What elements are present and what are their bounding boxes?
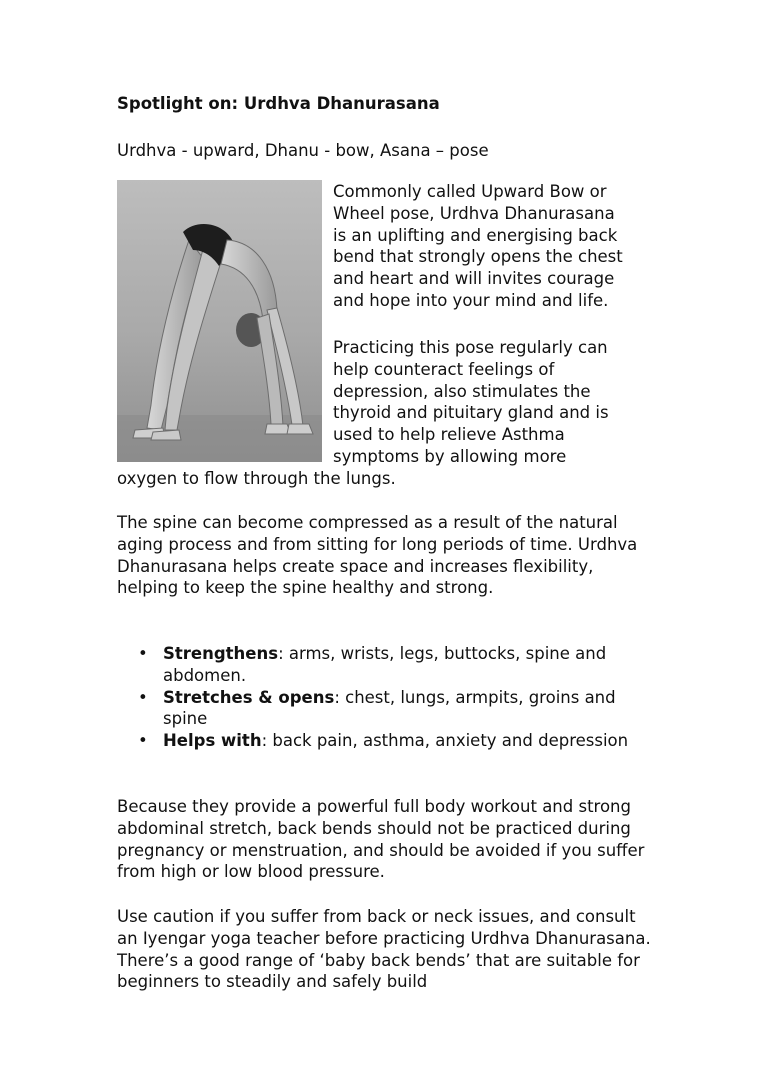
caution-paragraph: Because they provide a powerful full body workout and strong abdominal stretch, back bends should not be practiced during pregnancy or menstruation, and should be avoided if you suffer from high or low blood pressure. (117, 797, 645, 882)
text-line: and hope into your mind and life. (333, 290, 609, 310)
list-item (135, 643, 655, 687)
text-line: symptoms by allowing more (333, 446, 567, 466)
bullet-icon: • (138, 644, 148, 663)
urdhva-dhanurasana-photo (117, 180, 322, 462)
bullet-icon: • (138, 731, 148, 751)
list-item-label: Stretches & opens (163, 687, 335, 707)
list-item-text: : back pain, asthma, anxiety and depression (261, 731, 629, 751)
intro-paragraph (333, 181, 663, 312)
text-line: Practicing this pose regularly can (333, 338, 608, 357)
pose-etymology: Urdhva - upward, Dhanu - bow, Asana – pose (117, 141, 489, 160)
list-item-label: Helps with (163, 731, 262, 751)
list-item-text: : arms, wrists, legs, buttocks, spine and abdomen. (163, 644, 607, 685)
text-line: bend that strongly opens the chest (333, 247, 623, 267)
text-line: and heart and will invites courage (333, 269, 615, 289)
advice-paragraph: Use caution if you suffer from back or neck issues, and consult an Iyengar yoga teacher before practicing Urdhva Dhanurasana. There’s a good range of ‘baby back bends’ that are suitable for beginners to steadily and safely build (117, 907, 651, 992)
text-line: help counteract feelings of (333, 359, 555, 379)
text-line: Commonly called Upward Bow or (333, 182, 607, 201)
list-item-text: : chest, lungs, armpits, groins and spine (163, 687, 616, 729)
text-line: is an uplifting and energising back (333, 225, 618, 245)
list-item (135, 687, 655, 731)
benefits-paragraph (333, 337, 663, 468)
bullet-icon: • (138, 687, 148, 707)
benefits-list (135, 643, 655, 752)
list-item-label: Strengthens (163, 644, 279, 663)
text-line: Wheel pose, Urdhva Dhanurasana (333, 203, 615, 223)
spine-paragraph: The spine can become compressed as a result of the natural aging process and from sitting for long periods of time. Urdhva Dhanurasana helps create space and increases flexibility, helping to keep the spine healthy and strong. (117, 513, 638, 598)
text-line: depression, also stimulates the (333, 381, 591, 401)
text-line: used to help relieve Asthma (333, 425, 565, 445)
text-line: thyroid and pituitary gland and is (333, 403, 609, 423)
wrap-line: oxygen to flow through the lungs. (117, 469, 396, 488)
list-item (135, 730, 655, 752)
page-title: Spotlight on: Urdhva Dhanurasana (117, 94, 440, 113)
